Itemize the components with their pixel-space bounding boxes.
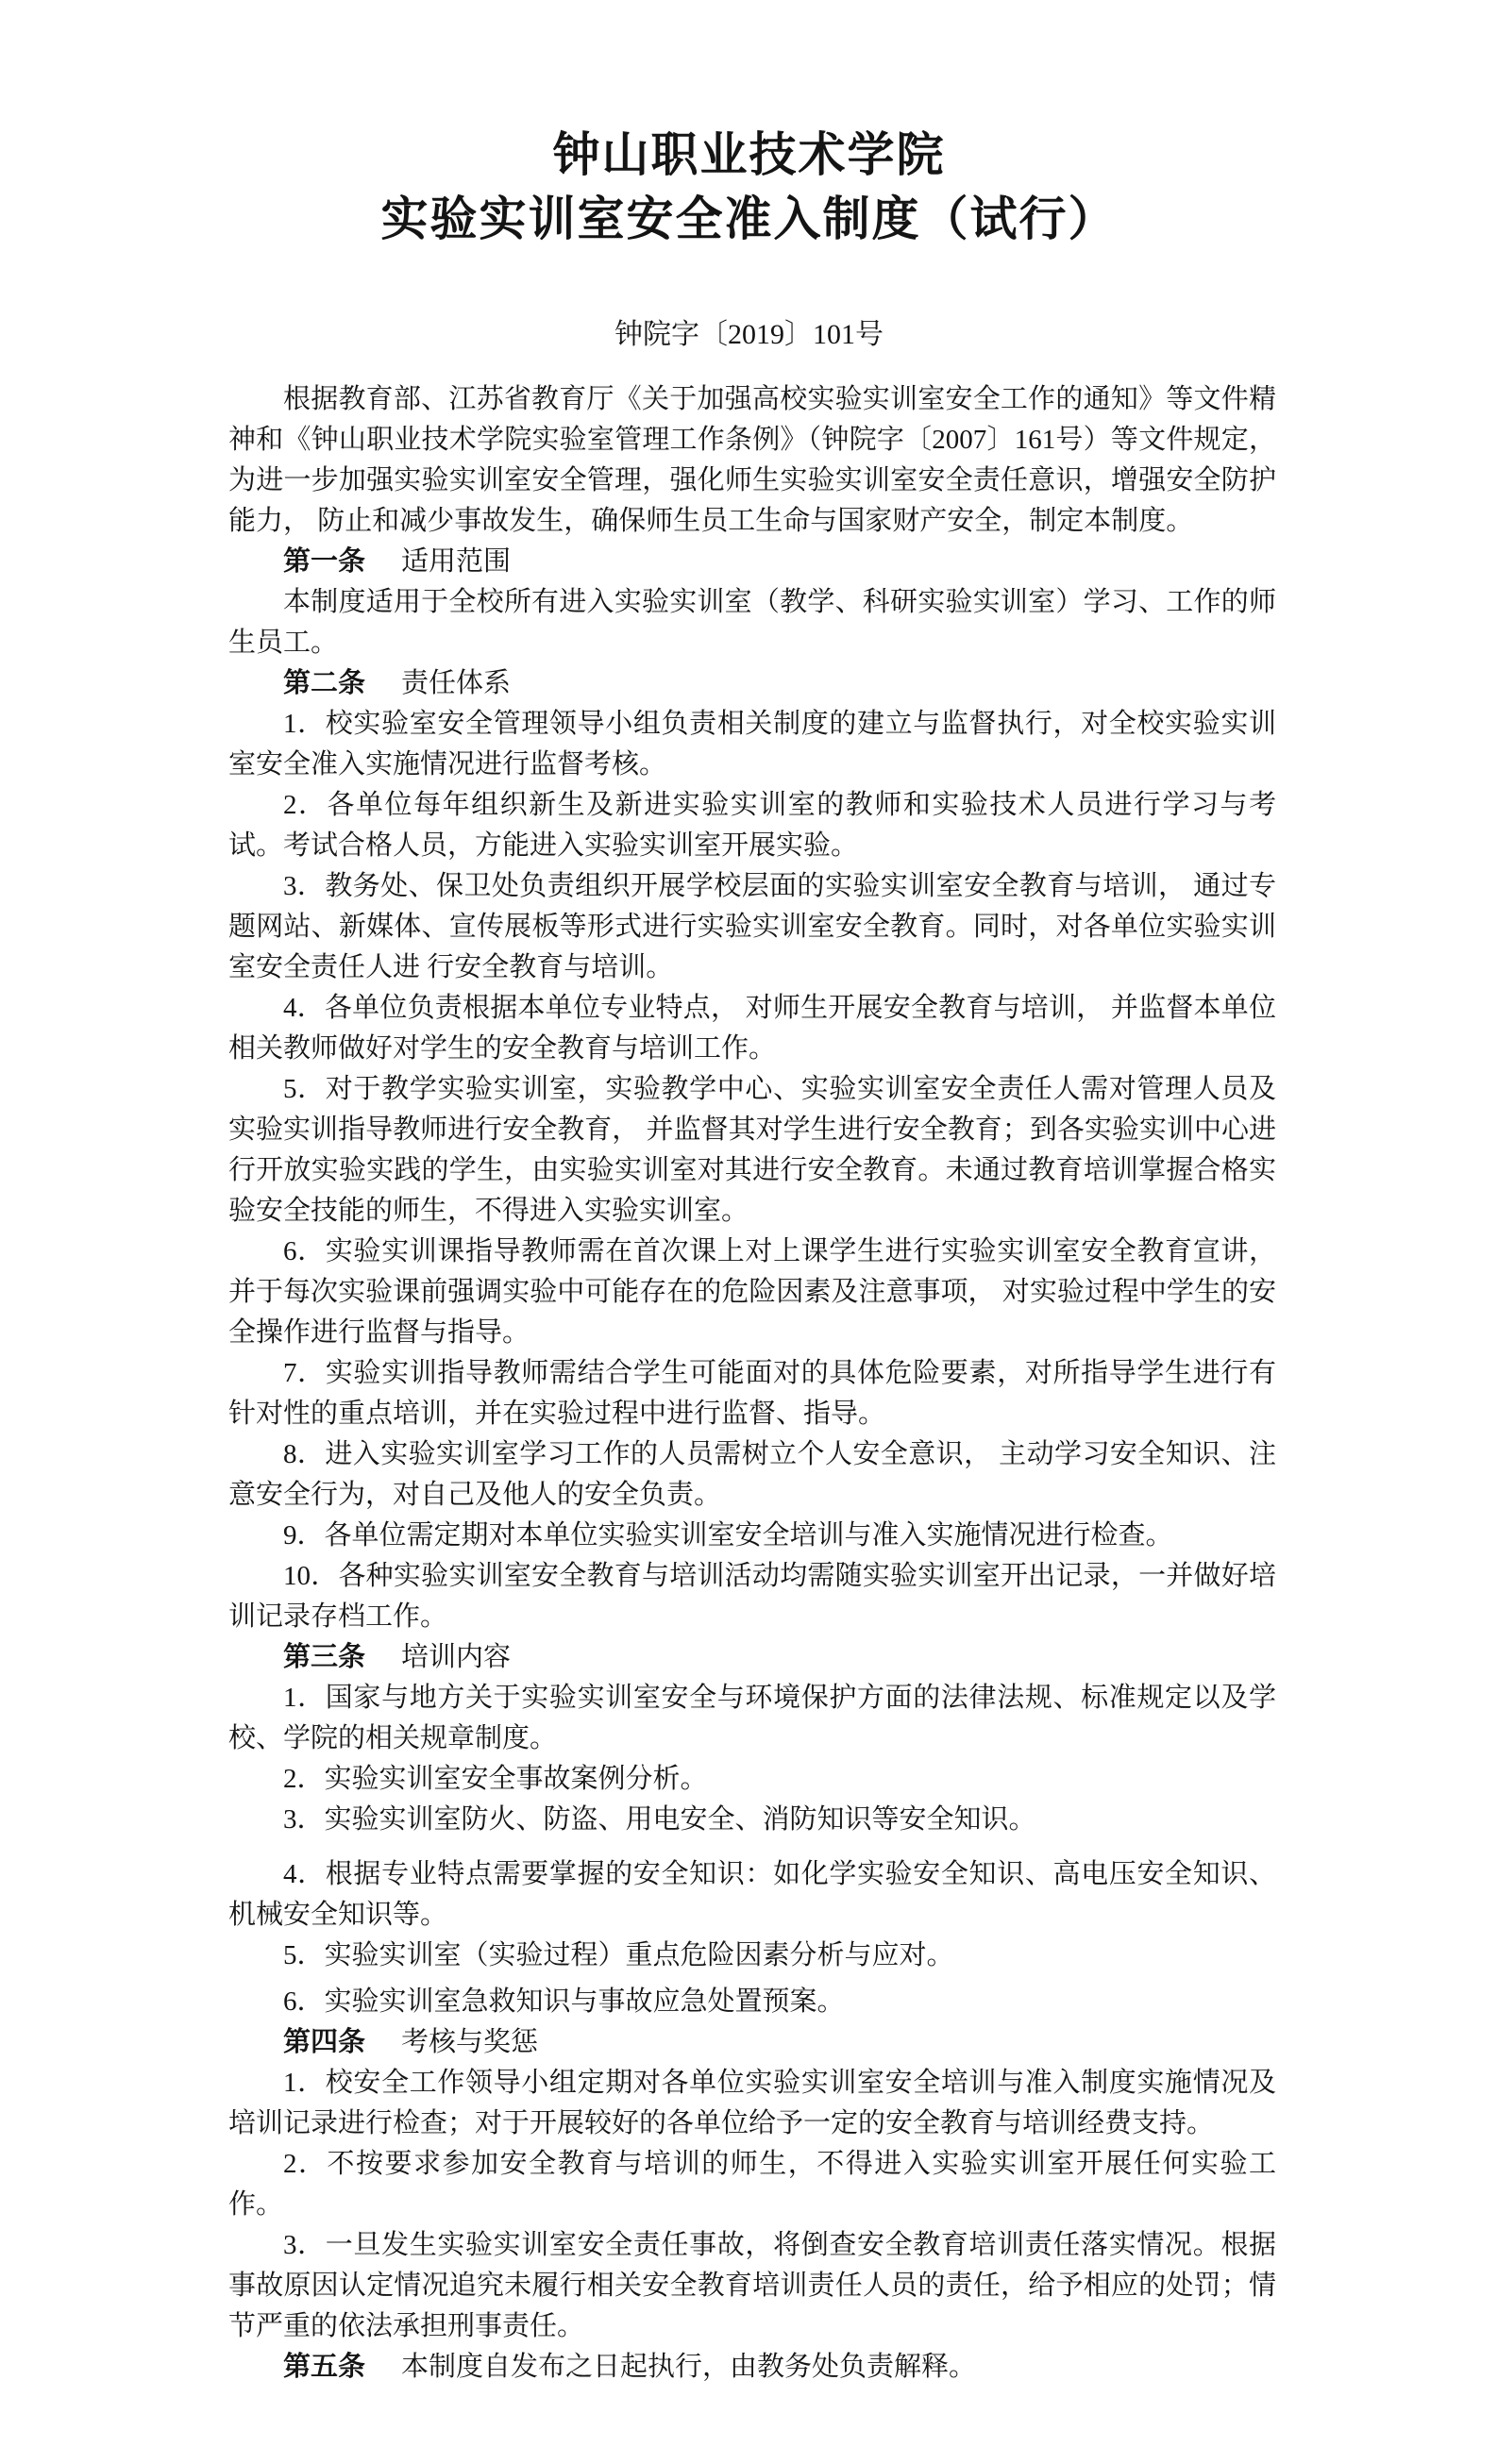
paragraph: 2．各单位每年组织新生及新进实验实训室的教师和实验技术人员进行学习与考试。考试合格人员，方能进入实验实训室开展实验。: [228, 790, 1276, 861]
article-heading: 第一条 适用范围: [283, 546, 512, 577]
paragraph: 5．实验实训室（实验过程）重点危险因素分析与应对。: [283, 1940, 954, 1970]
paragraph: 2．实验实训室安全事故案例分析。: [283, 1764, 708, 1794]
document-title-line2: 实验实训室安全准入制度（试行）: [380, 193, 1118, 245]
article-heading: 第三条 培训内容: [283, 1642, 512, 1672]
document-title-line1: 钟山职业技术学院: [552, 128, 946, 181]
paragraph: 本制度适用于全校所有进入实验实训室（教学、科研实验实训室）学习、工作的师生员工。: [228, 587, 1276, 658]
document-number: 钟院字〔2019〕101号: [614, 319, 884, 350]
paragraph: 10．各种实验实训室安全教育与培训活动均需随实验实训室开出记录，一并做好培训记录存档工作。: [228, 1561, 1276, 1632]
article-number: 第五条: [283, 2352, 366, 2382]
paragraph: 3．实验实训室防火、防盗、用电安全、消防知识等安全知识。: [283, 1804, 1036, 1835]
paragraph: 8．进入实验实训室学习工作的人员需树立个人安全意识， 主动学习安全知识、注意安全行为，对自己及他人的安全负责。: [228, 1439, 1276, 1510]
paragraph: 根据教育部、江苏省教育厅《关于加强高校实验实训室安全工作的通知》等文件精神和《钟山职业技术学院实验室管理工作条例》（钟院字〔2007〕161号）等文件规定，为进一步加强实验实训室安全管理，强化师生实验实训室安全责任意识，增强安全防护能力， 防止和减少事故发生，确保师生员工生命与国家财产安全，制定本制度。: [228, 384, 1276, 536]
document-title-block: [0, 123, 1498, 251]
paragraph: 4．根据专业特点需要掌握的安全知识：如化学实验安全知识、高电压安全知识、机械安全知识等。: [228, 1859, 1276, 1930]
paragraph: 7．实验实训指导教师需结合学生可能面对的具体危险要素，对所指导学生进行有针对性的重点培训，并在实验过程中进行监督、指导。: [228, 1358, 1276, 1429]
article-heading: 第二条 责任体系: [283, 668, 512, 698]
article-number: 第二条: [283, 668, 366, 698]
paragraph: 9．各单位需定期对本单位实验实训室安全培训与准入实施情况进行检查。: [283, 1520, 1173, 1550]
paragraph: 1．国家与地方关于实验实训室安全与环境保护方面的法律法规、标准规定以及学校、学院的相关规章制度。: [228, 1683, 1276, 1753]
paragraph: 1．校实验室安全管理领导小组负责相关制度的建立与监督执行，对全校实验实训室安全准入实施情况进行监督考核。: [228, 709, 1276, 779]
paragraph: 1．校安全工作领导小组定期对各单位实验实训室安全培训与准入制度实施情况及培训记录进行检查；对于开展较好的各单位给予一定的安全教育与培训经费支持。: [228, 2068, 1276, 2138]
article-number: 第四条: [283, 2027, 366, 2057]
document-body: [228, 379, 1276, 2388]
article-number: 第三条: [283, 1642, 366, 1672]
paragraph: 6．实验实训课指导教师需在首次课上对上课学生进行实验实训室安全教育宣讲，并于每次实验课前强调实验中可能存在的危险因素及注意事项， 对实验过程中学生的安全操作进行监督与指导。: [228, 1236, 1276, 1348]
paragraph: 6．实验实训室急救知识与事故应急处置预案。: [283, 1986, 845, 2017]
article-heading: 第四条 考核与奖惩: [283, 2027, 539, 2057]
paragraph: 4．各单位负责根据本单位专业特点， 对师生开展安全教育与培训， 并监督本单位相关教师做好对学生的安全教育与培训工作。: [228, 993, 1276, 1064]
paragraph: 5．对于教学实验实训室，实验教学中心、实验实训室安全责任人需对管理人员及实验实训指导教师进行安全教育， 并监督其对学生进行安全教育；到各实验实训中心进行开放实验实践的学生，由实验实训室对其进行安全教育。未通过教育培训掌握合格实验安全技能的师生，不得进入实验实训室。: [228, 1074, 1276, 1226]
article-heading: 第五条 本制度自发布之日起执行，由教务处负责解释。: [283, 2352, 977, 2382]
paragraph: 2．不按要求参加安全教育与培训的师生，不得进入实验实训室开展任何实验工作。: [228, 2149, 1276, 2220]
paragraph: 3．一旦发生实验实训室安全责任事故，将倒查安全教育培训责任落实情况。根据事故原因认定情况追究未履行相关安全教育培训责任人员的责任，给予相应的处罚；情节严重的依法承担刑事责任。: [228, 2230, 1276, 2341]
article-number: 第一条: [283, 546, 366, 577]
paragraph: 3．教务处、保卫处负责组织开展学校层面的实验实训室安全教育与培训， 通过专题网站、新媒体、宣传展板等形式进行实验实训室安全教育。同时，对各单位实验实训室安全责任人进 行安全教育与培训。: [228, 871, 1276, 982]
